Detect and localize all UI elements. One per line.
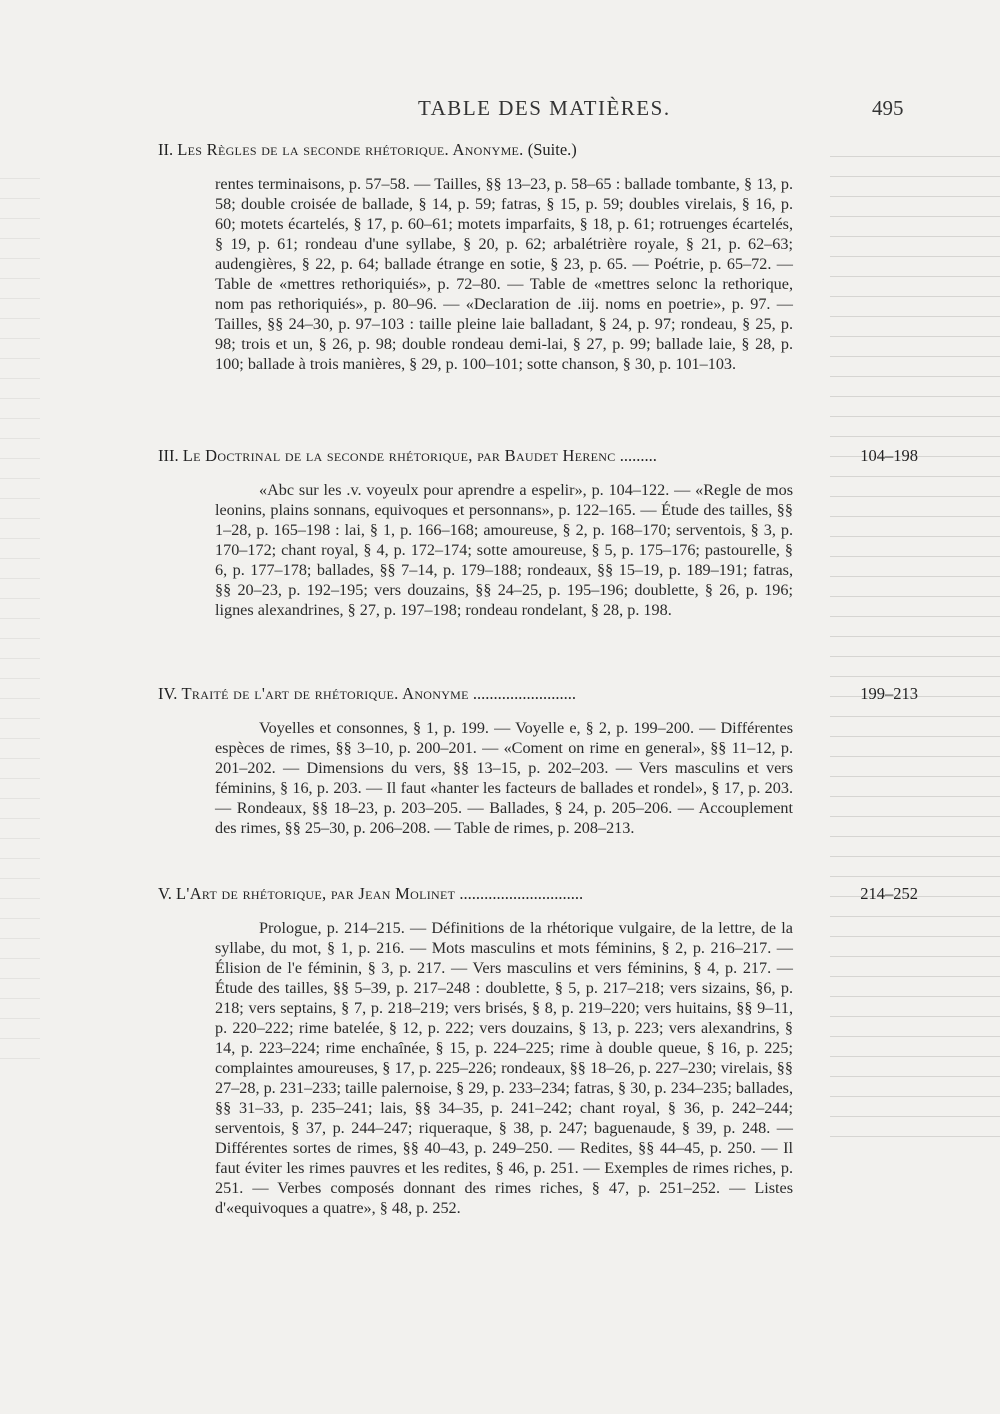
entry-page-range: 199–213	[860, 684, 918, 703]
toc-entry-ii-heading	[158, 140, 918, 160]
entry-suffix: (Suite.)	[527, 140, 577, 159]
page-number: 495	[872, 96, 904, 120]
entry-title: Le Doctrinal de la seconde rhétorique, par Baudet Herenc	[182, 446, 616, 465]
entry-page-range: 214–252	[860, 884, 918, 903]
show-through-left	[0, 160, 40, 1060]
toc-entry-iii-heading	[158, 446, 918, 466]
toc-entry-iii-body: «Abc sur les .v. voyeulx pour aprendre a espelir», p. 104–122. — «Regle de mos leonins, plains sonnans, equivoques et personnans», p. 122–165. — Étude des tailles, §§ 1–28, p. 165–198 : lai, § 1, p. 166–168; amoureuse, § 2, p. 168–170; serventois, § 3, p. 170–172; chant royal, § 4, p. 172–174; sotte amoureuse, § 5, p. 175–176; pastourelle, § 6, p. 177–178; ballades, §§ 7–14, p. 179–188; rondeaux, §§ 15–19, p. 189–191; fatras, §§ 20–23, p. 192–195; vers douzains, §§ 24–25, p. 195–196; doublette, § 26, p. 196; lignes alexandrines, § 27, p. 197–198; rondeau rondelant, § 28, p. 198.	[215, 481, 793, 619]
entry-page-range: 104–198	[860, 446, 918, 465]
page-title: TABLE DES MATIÈRES.	[418, 96, 671, 120]
toc-entry-iv-heading	[158, 684, 918, 704]
entry-title: L'Art de rhétorique, par Jean Molinet	[176, 884, 456, 903]
entry-numeral: II.	[158, 140, 174, 159]
entry-title: Les Règles de la seconde rhétorique. Anonyme.	[177, 140, 524, 159]
entry-leader: ..............................	[459, 884, 584, 903]
toc-entry-v-body: Prologue, p. 214–215. — Définitions de la rhétorique vulgaire, de la lettre, de la syllabe, du mot, § 1, p. 216. — Mots masculins et mots féminins, § 2, p. 216–217. — Élision de l'e féminin, § 3, p. 217. — Vers masculins et vers féminins, § 4, p. 217. — Étude des tailles, §§ 5–39, p. 217–248 : doublette, § 5, p. 217–218; vers sizains, §6, p. 218; vers septains, § 7, p. 218–219; vers brisés, § 8, p. 219–220; vers huitains, §§ 9–11, p. 220–222; rime batelée, § 12, p. 222; vers douzains, § 13, p. 223; vers alexandrins, § 14, p. 223–224; rime enchaînée, § 15, p. 224–225; rime à double queue, § 16, p. 225; complaintes amoureuses, § 17, p. 225–226; rondeaux, §§ 18–26, p. 227–230; virelais, §§ 27–28, p. 231–233; taille palernoise, § 29, p. 233–234; fatras, § 30, p. 234–235; ballades, §§ 31–33, p. 235–241; lais, §§ 34–35, p. 241–242; chant royal, § 36, p. 242–244; serventois, § 37, p. 244–247; riqueraque, § 38, p. 247; baguenaude, § 39, p. 248. — Différentes sortes de rimes, §§ 40–43, p. 249–250. — Redites, §§ 44–45, p. 250. — Il faut éviter les rimes pauvres et les redites, § 46, p. 251. — Exemples de rimes riches, p. 251. — Verbes composés donnant des rimes riches, § 47, p. 251–252. — Listes d'«equivoques a quatre», § 48, p. 252.	[215, 919, 793, 1217]
toc-entry-v-heading	[158, 884, 918, 904]
show-through-right	[830, 140, 1000, 1140]
toc-entry-ii-body: rentes terminaisons, p. 57–58. — Tailles, §§ 13–23, p. 58–65 : ballade tombante, § 13, p. 58; double croisée de ballade, § 14, p. 59; fatras, § 15, p. 59; doubles virelais, § 16, p. 60; motets écartelés, § 17, p. 60–61; motets imparfaits, § 18, p. 61; rotruenges écartelés, § 19, p. 61; rondeau d'une syllabe, § 20, p. 62; arbalétrière royale, § 21, p. 62–63; audengières, § 22, p. 64; ballade étrange en sotie, § 23, p. 65. — Poétrie, p. 65–72. — Table de «mettres rethoriquiés», p. 72–80. — Table de «mettres selonc la rethorique, nom pas rethoriquiés», p. 80–96. — «Declaration de .iij. noms en poetrie», p. 97. — Tailles, §§ 24–30, p. 97–103 : taille pleine laie balladant, § 24, p. 97; rondeau, § 25, p. 98; trois et un, § 26, p. 98; double rondeau demi-lai, § 27, p. 99; ballade laie, § 28, p. 100; ballade à trois manières, § 29, p. 100–101; sotte chanson, § 30, p. 101–103.	[215, 175, 793, 373]
entry-numeral: IV.	[158, 684, 178, 703]
running-head	[0, 96, 1000, 126]
entry-title: Traité de l'art de rhétorique. Anonyme	[181, 684, 469, 703]
entry-leader: .........................	[472, 684, 577, 703]
toc-entry-iv-body: Voyelles et consonnes, § 1, p. 199. — Voyelle e, § 2, p. 199–200. — Différentes espèces de rimes, §§ 3–10, p. 200–201. — «Coment on rime en general», §§ 11–12, p. 201–202. — Dimensions du vers, §§ 13–15, p. 202–203. — Vers masculins et vers féminins, § 16, p. 203. — Il faut «hanter les facteurs de ballades et rondel», § 17, p. 203. — Rondeaux, §§ 18–23, p. 203–205. — Ballades, § 24, p. 205–206. — Accouplement des rimes, §§ 25–30, p. 206–208. — Table de rimes, p. 208–213.	[215, 719, 793, 837]
entry-numeral: V.	[158, 884, 172, 903]
entry-numeral: III.	[158, 446, 179, 465]
entry-leader: .........	[619, 446, 657, 465]
